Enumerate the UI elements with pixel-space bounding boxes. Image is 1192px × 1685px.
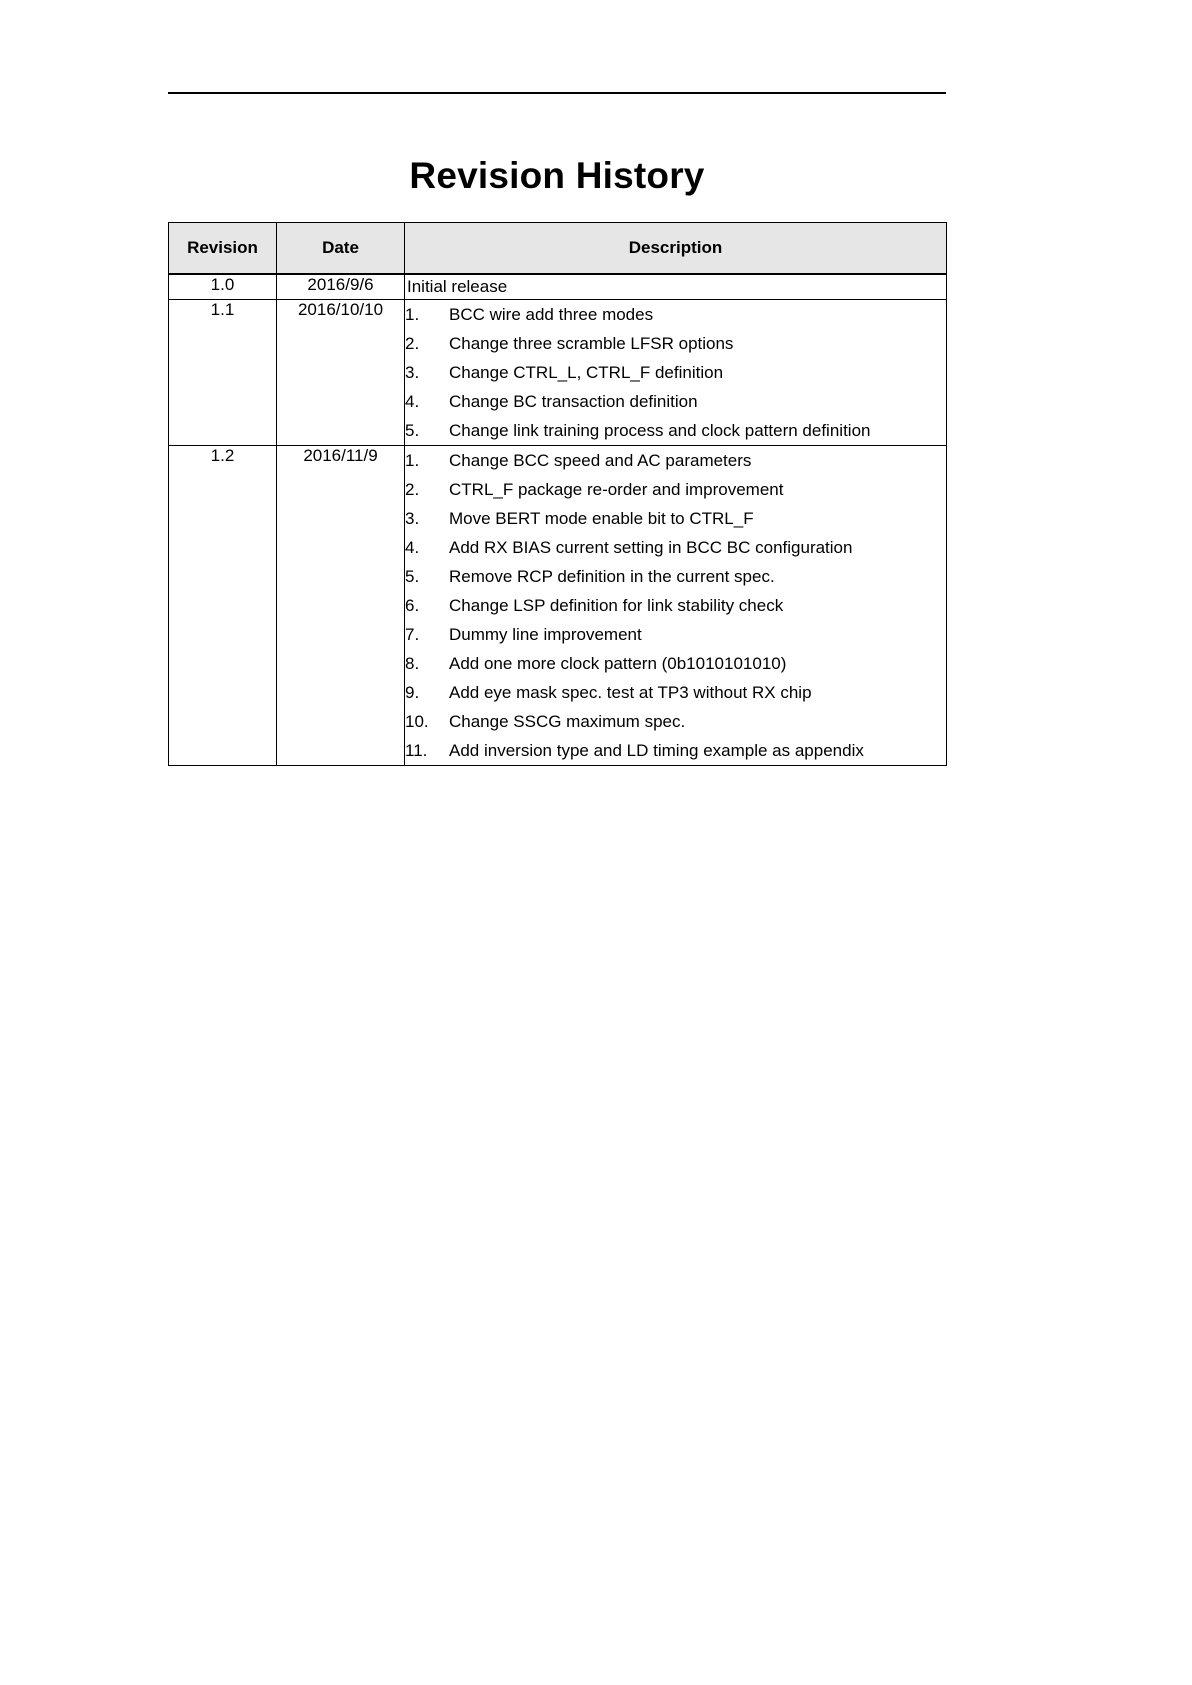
column-header-date: Date xyxy=(277,223,405,275)
column-header-description: Description xyxy=(405,223,947,275)
list-item xyxy=(405,416,946,445)
list-item-number: 3. xyxy=(405,363,420,382)
list-item xyxy=(405,678,946,707)
page-title: Revision History xyxy=(409,154,705,196)
cell-revision: 1.2 xyxy=(169,446,277,766)
list-item-text: Add RX BIAS current setting in BCC BC configuration xyxy=(449,538,853,557)
list-item-text: Change link training process and clock pattern definition xyxy=(449,421,871,440)
table-header xyxy=(169,223,947,275)
list-item-text: Move BERT mode enable bit to CTRL_F xyxy=(449,509,754,528)
list-item-text: Change three scramble LFSR options xyxy=(449,334,734,353)
description-text: Initial release xyxy=(407,277,508,296)
list-item-number: 10. xyxy=(405,712,429,731)
list-item-number: 4. xyxy=(405,538,420,557)
table-row xyxy=(169,274,947,300)
list-item-number: 7. xyxy=(405,625,420,644)
list-item-number: 6. xyxy=(405,596,420,615)
list-item xyxy=(405,649,946,678)
list-item xyxy=(405,300,946,329)
description-list xyxy=(405,300,946,445)
list-item xyxy=(405,591,946,620)
cell-date: 2016/10/10 xyxy=(277,300,405,446)
list-item xyxy=(405,475,946,504)
revision-history-table xyxy=(168,222,947,766)
list-item xyxy=(405,358,946,387)
cell-date: 2016/11/9 xyxy=(277,446,405,766)
column-header-revision: Revision xyxy=(169,223,277,275)
table-body xyxy=(169,274,947,766)
list-item-text: Dummy line improvement xyxy=(449,625,642,644)
list-item-number: 1. xyxy=(405,451,420,470)
list-item-number: 3. xyxy=(405,509,420,528)
list-item-number: 8. xyxy=(405,654,420,673)
list-item-number: 11. xyxy=(405,741,428,760)
list-item xyxy=(405,707,946,736)
list-item-number: 5. xyxy=(405,567,420,586)
page-header-rule xyxy=(168,92,946,94)
description-list xyxy=(405,446,946,765)
list-item-number: 1. xyxy=(405,305,420,324)
list-item xyxy=(405,736,946,765)
list-item-text: Change BCC speed and AC parameters xyxy=(449,451,752,470)
table-row xyxy=(169,446,947,766)
table-row xyxy=(169,300,947,446)
list-item-number: 2. xyxy=(405,334,420,353)
list-item-number: 4. xyxy=(405,392,420,411)
list-item-text: Change CTRL_L, CTRL_F definition xyxy=(449,363,724,382)
list-item xyxy=(405,533,946,562)
list-item xyxy=(405,562,946,591)
table-header-row xyxy=(169,223,947,275)
list-item-number: 9. xyxy=(405,683,420,702)
list-item xyxy=(405,329,946,358)
list-item-text: Change SSCG maximum spec. xyxy=(449,712,686,731)
list-item xyxy=(405,504,946,533)
list-item-number: 2. xyxy=(405,480,420,499)
list-item xyxy=(405,620,946,649)
list-item-text: BCC wire add three modes xyxy=(449,305,654,324)
list-item-text: CTRL_F package re-order and improvement xyxy=(449,480,784,499)
cell-revision: 1.1 xyxy=(169,300,277,446)
list-item-text: Add eye mask spec. test at TP3 without RX chip xyxy=(449,683,812,702)
list-item xyxy=(405,446,946,475)
cell-description xyxy=(405,446,947,766)
cell-revision: 1.0 xyxy=(169,274,277,300)
list-item xyxy=(405,387,946,416)
list-item-number: 5. xyxy=(405,421,420,440)
list-item-text: Add inversion type and LD timing example as appendix xyxy=(449,741,864,760)
cell-description xyxy=(405,300,947,446)
cell-date: 2016/9/6 xyxy=(277,274,405,300)
list-item-text: Add one more clock pattern (0b1010101010) xyxy=(449,654,787,673)
list-item-text: Change LSP definition for link stability check xyxy=(449,596,784,615)
list-item-text: Remove RCP definition in the current spec. xyxy=(449,567,775,586)
cell-description xyxy=(405,274,947,300)
list-item-text: Change BC transaction definition xyxy=(449,392,698,411)
